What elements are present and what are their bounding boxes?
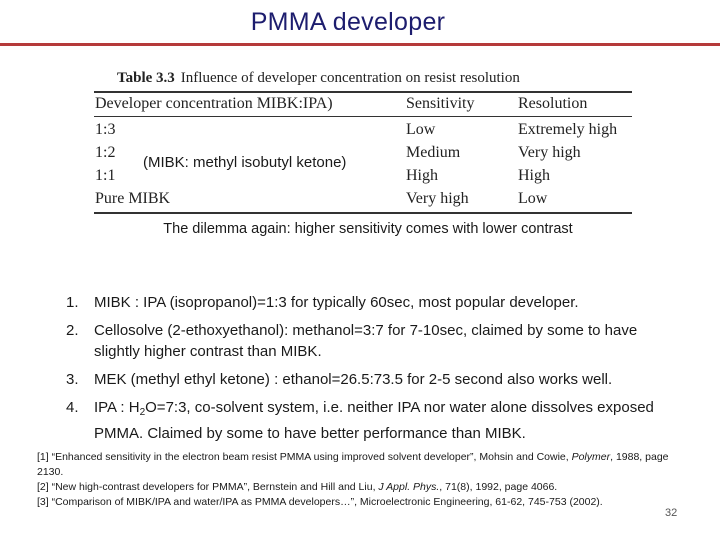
reference-journal: J Appl. Phys. <box>378 481 440 493</box>
list-text: Cellosolve (2-ethoxyethanol): methanol=3:7 for 7-10sec, claimed by some to have slightly higher contrast than MIBK. <box>94 322 638 360</box>
reference-item <box>37 495 687 510</box>
list-number: 2. <box>66 322 79 339</box>
table-cell: Medium <box>406 144 461 161</box>
table-cell: Pure MIBK <box>95 190 171 207</box>
table-cell: Very high <box>518 144 581 161</box>
reference-text: [1] “Enhanced sensitivity in the electron beam resist PMMA using improved solvent developer”, Mohsin and Cowie, <box>37 451 572 463</box>
table-cell: Low <box>518 190 548 207</box>
table-header-sensitivity: Sensitivity <box>406 95 475 112</box>
table-cell: 1:2 <box>95 144 116 161</box>
table-caption-label: Table 3.3 <box>117 70 175 86</box>
table-header-rule <box>94 116 632 117</box>
title-divider <box>0 43 720 46</box>
reference-text: , 1988, page 2130. <box>37 451 669 478</box>
list-number: 3. <box>66 371 79 388</box>
table-cell: 1:3 <box>95 121 116 138</box>
table-cell: High <box>406 167 438 184</box>
table-bottom-rule <box>94 212 632 214</box>
table-cell: 1:1 <box>95 167 116 184</box>
list-text-part: IPA : H <box>94 399 140 416</box>
reference-item <box>37 480 687 495</box>
list-text-part: O=7:3, co-solvent system, i.e. neither IPA nor water alone dissolves exposed PMMA. Claimed by some to have better performance than MIBK. <box>94 399 654 442</box>
reference-journal: Polymer <box>571 451 611 463</box>
table-cell: High <box>518 167 550 184</box>
list-number: 1. <box>66 294 79 311</box>
reference-item <box>37 450 687 480</box>
list-text: MIBK : IPA (isopropanol)=1:3 for typically 60sec, most popular developer. <box>94 294 579 311</box>
table-cell: Extremely high <box>518 121 618 138</box>
table-cell: Low <box>406 121 436 138</box>
slide-title: PMMA developer <box>250 8 446 36</box>
reference-text: , 71(8), 1992, page 4066. <box>439 481 558 493</box>
list-number: 4. <box>66 399 79 416</box>
table-caption-text: Influence of developer concentration on resist resolution <box>180 70 520 86</box>
list-text <box>94 397 684 444</box>
table-header-concentration: Developer concentration MIBK:IPA) <box>95 95 333 112</box>
mibk-note: (MIBK: methyl isobutyl ketone) <box>143 154 347 171</box>
list-text: MEK (methyl ethyl ketone) : ethanol=26.5:73.5 for 2-5 second also works well. <box>94 371 613 388</box>
table-header-resolution: Resolution <box>518 95 588 112</box>
subscript: 2 <box>139 407 146 418</box>
table-top-rule <box>94 91 632 93</box>
page-number: 32 <box>665 507 678 519</box>
references <box>37 450 687 510</box>
table-cell: Very high <box>406 190 469 207</box>
reference-text: [2] “New high-contrast developers for PMMA”, Bernstein and Hill and Liu, <box>37 481 379 493</box>
dilemma-statement: The dilemma again: higher sensitivity comes with lower contrast <box>163 221 573 237</box>
table-caption <box>117 70 520 87</box>
reference-text: [3] “Comparison of MIBK/IPA and water/IPA as PMMA developers…”, Microelectronic Engineering, 61-62, 745-753 (2002). <box>37 496 603 508</box>
